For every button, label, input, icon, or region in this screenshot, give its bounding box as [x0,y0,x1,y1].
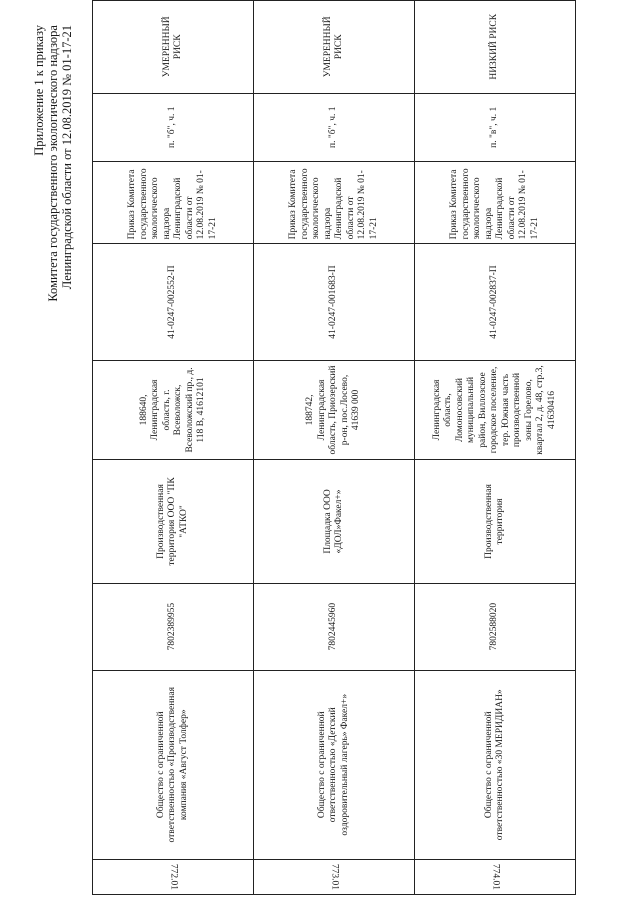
row-number: 772.01 [168,863,179,890]
object-code: 41-0247-002837-П [415,244,576,360]
inn: 7802588020 [415,583,576,670]
inn: 7802389955 [93,583,254,670]
row-number: 774.01 [490,863,501,890]
object-code: 41-0247-001683-П [254,244,415,360]
organization-name: Общество с ограниченной ответственностью «Производственная компания «Август Толфер» [93,670,254,859]
object-address: 188640, Ленинградская область, г. Всеволожск, Всеволожский пр., д. 118 В, 41612101 [93,360,254,460]
object-code: 41-0247-002552-П [93,244,254,360]
object-name: Производственная территория ООО "ПК "АТКО" [93,460,254,583]
row-number-cell [415,859,576,894]
object-address: 188742, Ленинградская область, Приозерский р-он, пос.Лосево, 41639 000 [254,360,415,460]
inn: 7802445960 [254,583,415,670]
row-number-cell [93,859,254,894]
criterion: п. "б", ч. 1 [254,93,415,161]
header-line-1: Приложение 1 к приказу [32,25,46,156]
object-name: Площадка ООО «ДОЛ»Факел+» [254,460,415,583]
organization-name: Общество с ограниченной ответственностью «30 МЕРИДИАН» [415,670,576,859]
row-number-cell [254,859,415,894]
appendix-header [32,25,74,645]
risk-category: УМЕРЕННЫЙ РИСК [93,1,254,94]
risk-category: УМЕРЕННЫЙ РИСК [254,1,415,94]
header-line-3: Ленинградской области от 12.08.2019 № 01-17-21 [60,25,74,290]
organization-name: Общество с ограниченной ответственностью «Детский оздоровительный лагерь» Факел+» [254,670,415,859]
table-row [415,1,576,895]
object-name: Производственная территория [415,460,576,583]
criterion: п. "в", ч. 1 [415,93,576,161]
table-row [254,1,415,895]
criterion: п. "б", ч. 1 [93,93,254,161]
order-reference: Приказ Комитета государственного экологического надзора Ленинградской области от 12.08.2019 № 01-17-21 [415,161,576,244]
row-number: 773.01 [329,863,340,890]
registry-table [92,0,576,895]
object-address: Ленинградская область, Ломоносовский муниципальный район, Виллозское городское поселение, тер. Южная часть производственной зоны Горелово, квартал 2, д. 48, стр.3, 41630416 [415,360,576,460]
order-reference: Приказ Комитета государственного экологического надзора Ленинградской области от 12.08.2019 № 01-17-21 [93,161,254,244]
order-reference: Приказ Комитета государственного экологического надзора Ленинградской области от 12.08.2019 № 01-17-21 [254,161,415,244]
header-line-2: Комитета государственного экологического надзора [46,25,60,302]
table-row [93,1,254,895]
risk-category: НИЗКИЙ РИСК [415,1,576,94]
